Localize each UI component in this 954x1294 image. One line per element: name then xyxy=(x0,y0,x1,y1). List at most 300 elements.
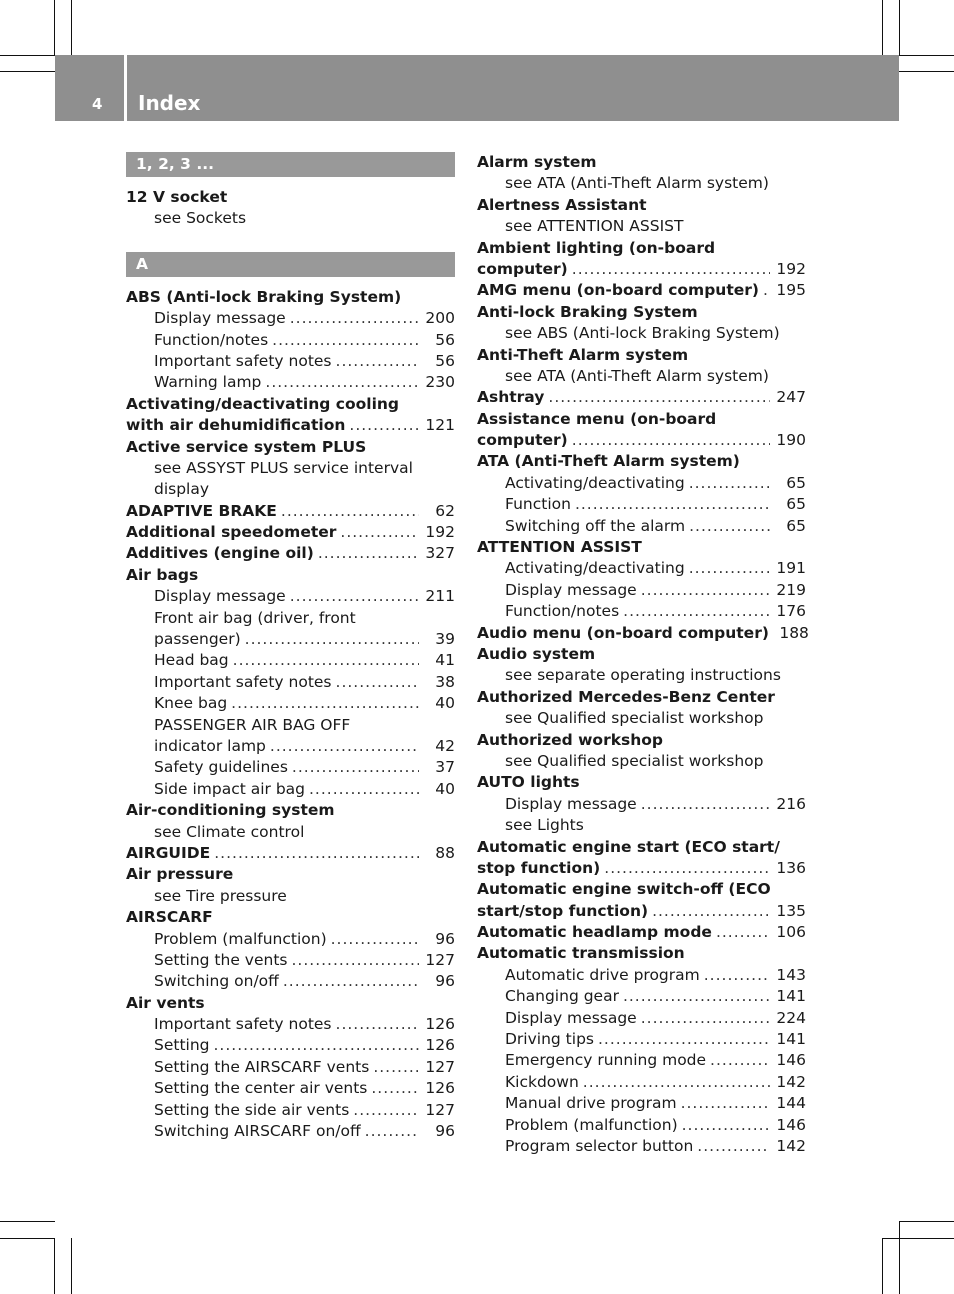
index-subentry xyxy=(477,1115,806,1136)
entry-text: see separate operating instructions xyxy=(505,666,781,685)
entry-text: Important safety notes xyxy=(154,672,332,691)
entry-text: see ATA (Anti-Theft Alarm system) xyxy=(505,366,769,385)
index-subentry xyxy=(477,751,806,772)
index-entry xyxy=(477,858,806,879)
dot-leader xyxy=(583,1072,770,1093)
index-entry xyxy=(126,565,455,586)
page-reference: 40 xyxy=(435,779,455,798)
entry-text: ABS (Anti-lock Braking System) xyxy=(126,287,402,306)
index-entry xyxy=(477,259,806,280)
entry-text: Setting the center air vents xyxy=(154,1079,368,1098)
index-subentry xyxy=(477,494,806,515)
entry-text: indicator lamp xyxy=(154,736,266,755)
page-reference: 65 xyxy=(786,473,806,492)
dot-leader xyxy=(331,929,419,950)
page-reference: 142 xyxy=(776,1136,806,1155)
page-reference: 56 xyxy=(435,351,455,370)
entry-text: Activating/deactivating xyxy=(505,473,685,492)
entry-text: Automatic headlamp mode xyxy=(477,923,712,942)
index-entry xyxy=(477,772,806,793)
entry-text: Front air bag (driver, front xyxy=(154,608,356,627)
dot-leader xyxy=(292,757,419,778)
dot-leader xyxy=(245,629,419,650)
index-entry xyxy=(477,879,806,900)
page-reference: 96 xyxy=(435,929,455,948)
entry-text: Problem (malfunction) xyxy=(505,1115,678,1134)
page-reference: 42 xyxy=(435,736,455,755)
page-reference: 141 xyxy=(776,987,806,1006)
dot-leader xyxy=(283,971,419,992)
index-subentry xyxy=(126,629,455,650)
entry-text: Display message xyxy=(505,580,637,599)
page-reference: 62 xyxy=(435,501,455,520)
entry-text: Manual drive program xyxy=(505,1094,677,1113)
entry-text: AIRGUIDE xyxy=(126,843,211,862)
page-reference: 141 xyxy=(776,1030,806,1049)
entry-text: see ATA (Anti-Theft Alarm system) xyxy=(505,174,769,193)
index-entry xyxy=(477,922,806,943)
crop-mark xyxy=(0,55,55,56)
page-reference: 126 xyxy=(425,1079,455,1098)
dot-leader xyxy=(704,965,770,986)
dot-leader xyxy=(604,858,770,879)
page-reference: 224 xyxy=(776,1008,806,1027)
dot-leader xyxy=(353,1100,419,1121)
dot-leader xyxy=(265,372,419,393)
dot-leader xyxy=(290,308,419,329)
dot-leader xyxy=(371,1078,419,1099)
index-subentry xyxy=(477,366,806,387)
index-subentry xyxy=(126,208,455,229)
page-reference: 200 xyxy=(425,309,455,328)
index-entry xyxy=(126,187,455,208)
entry-text: with air dehumidification xyxy=(126,416,346,435)
page-reference: 96 xyxy=(435,1122,455,1141)
entry-text: ATTENTION ASSIST xyxy=(477,538,642,557)
index-entry xyxy=(477,195,806,216)
dot-leader xyxy=(318,543,419,564)
entry-text: Anti-Theft Alarm system xyxy=(477,345,689,364)
entry-text: Setting the side air vents xyxy=(154,1100,350,1119)
entry-text: Activating/deactivating xyxy=(505,559,685,578)
page-reference: 143 xyxy=(776,965,806,984)
crop-mark xyxy=(882,0,883,55)
index-subentry xyxy=(477,665,806,686)
page-reference: 230 xyxy=(425,373,455,392)
dot-leader xyxy=(349,415,419,436)
dot-leader xyxy=(681,1093,770,1114)
entry-text: Function/notes xyxy=(154,330,269,349)
entry-text: Setting the AIRSCARF vents xyxy=(154,1057,370,1076)
index-subentry xyxy=(126,672,455,693)
page-reference: 39 xyxy=(435,630,455,649)
entry-text: Safety guidelines xyxy=(154,758,288,777)
page-reference: 127 xyxy=(425,1100,455,1119)
page-reference: 126 xyxy=(425,1036,455,1055)
dot-leader xyxy=(373,1057,419,1078)
index-subentry xyxy=(477,473,806,494)
entry-text: Air-conditioning system xyxy=(126,801,335,820)
page-reference: 88 xyxy=(435,843,455,862)
entry-text: Emergency running mode xyxy=(505,1051,707,1070)
dot-leader xyxy=(641,1008,770,1029)
entry-text: computer) xyxy=(477,431,568,450)
crop-mark xyxy=(0,1238,55,1239)
entry-text: see Qualified specialist workshop xyxy=(505,751,764,770)
crop-mark xyxy=(899,55,954,56)
page-reference: 121 xyxy=(425,416,455,435)
entry-text: Automatic engine switch-off (ECO xyxy=(477,880,771,899)
index-entry xyxy=(477,837,806,858)
index-subentry xyxy=(126,586,455,607)
index-subentry xyxy=(126,308,455,329)
entry-text: Display message xyxy=(505,1008,637,1027)
index-subentry xyxy=(477,216,806,237)
index-subentry xyxy=(477,1093,806,1114)
index-subentry xyxy=(477,965,806,986)
index-subentry xyxy=(126,929,455,950)
page-reference: 195 xyxy=(776,281,806,300)
crop-mark xyxy=(882,1238,883,1294)
index-entry xyxy=(477,537,806,558)
index-subentry xyxy=(126,1121,455,1142)
entry-text: see Climate control xyxy=(154,822,305,841)
page-reference: 126 xyxy=(425,1015,455,1034)
index-entry xyxy=(477,644,806,665)
index-entry xyxy=(126,843,455,864)
entry-text: 12 V socket xyxy=(126,188,228,206)
page-reference: 219 xyxy=(776,580,806,599)
entry-text: see ABS (Anti-lock Braking System) xyxy=(505,324,780,343)
index-section-header: A xyxy=(126,252,455,277)
page-reference: 146 xyxy=(776,1115,806,1134)
dot-leader xyxy=(290,586,419,607)
entry-text: Authorized Mercedes-Benz Center xyxy=(477,687,775,706)
entry-text: AUTO lights xyxy=(477,773,580,792)
dot-leader xyxy=(689,473,770,494)
index-subentry xyxy=(126,608,455,629)
index-subentry xyxy=(126,757,455,778)
index-entry xyxy=(477,152,806,173)
index-entry xyxy=(477,623,809,644)
index-entry xyxy=(477,387,806,408)
index-entry xyxy=(477,345,806,366)
dot-leader xyxy=(548,387,770,408)
entry-text: see ASSYST PLUS service interval xyxy=(154,458,413,477)
crop-mark xyxy=(0,1221,55,1222)
index-entry xyxy=(477,238,806,259)
index-subentry xyxy=(126,650,455,671)
entry-text: Display message xyxy=(154,309,286,328)
index-subentry xyxy=(126,822,455,843)
crop-mark xyxy=(882,1238,954,1239)
dot-leader xyxy=(214,843,419,864)
page-reference: 41 xyxy=(435,651,455,670)
index-subentry xyxy=(477,323,806,344)
page-reference: 144 xyxy=(776,1094,806,1113)
index-subentry xyxy=(126,330,455,351)
page-reference: 127 xyxy=(425,950,455,969)
index-column-left xyxy=(126,152,455,1142)
index-entry xyxy=(477,409,806,430)
dot-leader xyxy=(572,259,770,280)
crop-mark xyxy=(71,1238,72,1294)
index-section-header: 1, 2, 3 ... xyxy=(126,152,455,177)
dot-leader xyxy=(623,986,770,1007)
dot-leader xyxy=(689,516,770,537)
page-reference: 247 xyxy=(776,388,806,407)
entry-text: Program selector button xyxy=(505,1136,694,1155)
page-reference: 191 xyxy=(776,559,806,578)
entry-text: Setting the vents xyxy=(154,950,288,969)
index-entry xyxy=(126,543,455,564)
entry-text: PASSENGER AIR BAG OFF xyxy=(154,715,351,734)
entry-text: Air vents xyxy=(126,993,205,1012)
dot-leader xyxy=(214,1035,420,1056)
dot-leader xyxy=(309,779,419,800)
index-subentry xyxy=(477,794,806,815)
entry-text: Active service system PLUS xyxy=(126,437,367,456)
index-entry xyxy=(126,522,455,543)
entry-text: display xyxy=(154,480,210,499)
page-reference: 96 xyxy=(435,972,455,991)
dot-leader xyxy=(710,1050,770,1071)
index-entry xyxy=(126,394,455,415)
index-subentry xyxy=(477,173,806,194)
dot-leader xyxy=(336,672,419,693)
entry-text: see Lights xyxy=(505,816,584,835)
entry-text: Display message xyxy=(154,587,286,606)
crop-mark xyxy=(899,71,954,72)
page-reference: 216 xyxy=(776,794,806,813)
index-entry xyxy=(126,993,455,1014)
entry-text: Important safety notes xyxy=(154,1015,332,1034)
entry-text: Automatic drive program xyxy=(505,965,700,984)
index-subentry xyxy=(126,372,455,393)
entry-text: Air pressure xyxy=(126,865,234,884)
index-entry xyxy=(477,430,806,451)
index-entry xyxy=(477,451,806,472)
crop-mark xyxy=(54,0,55,55)
page-title: Index xyxy=(138,91,201,115)
entry-text: Changing gear xyxy=(505,987,619,1006)
index-subentry xyxy=(126,886,455,907)
entry-text: Authorized workshop xyxy=(477,730,664,749)
entry-text: ATA (Anti-Theft Alarm system) xyxy=(477,452,740,471)
dot-leader xyxy=(652,901,770,922)
entry-text: see ATTENTION ASSIST xyxy=(505,217,684,236)
index-subentry xyxy=(126,1014,455,1035)
entry-text: Function xyxy=(505,495,571,514)
entry-text: see Tire pressure xyxy=(154,886,287,905)
index-entry xyxy=(126,907,455,928)
entry-text: Additional speedometer xyxy=(126,523,337,542)
entry-text: Problem (malfunction) xyxy=(154,929,327,948)
dot-leader xyxy=(272,330,419,351)
entry-text: AIRSCARF xyxy=(126,908,213,927)
entry-text: Audio menu (on-board computer) xyxy=(477,623,769,642)
page-reference: 192 xyxy=(425,523,455,542)
dot-leader xyxy=(575,494,770,515)
index-entry xyxy=(477,302,806,323)
index-column-right xyxy=(477,152,809,1157)
entry-text: Alertness Assistant xyxy=(477,195,647,214)
entry-text: Switching off the alarm xyxy=(505,516,686,535)
crop-mark xyxy=(71,0,72,55)
index-entry xyxy=(477,730,806,751)
index-subentry xyxy=(477,1072,806,1093)
index-subentry xyxy=(126,1078,455,1099)
entry-text: Automatic transmission xyxy=(477,944,685,963)
page-reference: 106 xyxy=(776,923,806,942)
entry-text: Activating/deactivating cooling xyxy=(126,394,400,413)
dot-leader xyxy=(641,580,770,601)
index-subentry xyxy=(477,708,806,729)
page-reference: 211 xyxy=(425,587,455,606)
index-entry xyxy=(126,437,455,458)
page-reference: 146 xyxy=(776,1051,806,1070)
page-reference: 188 xyxy=(779,623,809,642)
index-entry xyxy=(126,800,455,821)
index-subentry xyxy=(126,1100,455,1121)
index-subentry xyxy=(477,558,806,579)
entry-text: Switching AIRSCARF on/off xyxy=(154,1122,361,1141)
entry-text: Side impact air bag xyxy=(154,779,305,798)
dot-leader xyxy=(689,558,770,579)
page-reference: 142 xyxy=(776,1072,806,1091)
dot-leader xyxy=(716,922,770,943)
page-reference: 40 xyxy=(435,694,455,713)
entry-text: Ashtray xyxy=(477,388,545,407)
index-subentry xyxy=(126,693,455,714)
index-subentry xyxy=(126,1035,455,1056)
crop-mark xyxy=(54,1238,55,1294)
index-entry xyxy=(126,501,455,522)
entry-text: Air bags xyxy=(126,565,199,584)
entry-text: see Qualified specialist workshop xyxy=(505,709,764,728)
entry-text: computer) xyxy=(477,259,568,278)
entry-text: Knee bag xyxy=(154,694,228,713)
index-entry xyxy=(126,415,455,436)
dot-leader xyxy=(697,1136,770,1157)
entry-text: Audio system xyxy=(477,644,596,663)
entry-text: Head bag xyxy=(154,651,229,670)
index-entry xyxy=(126,287,455,308)
page-reference: 135 xyxy=(776,901,806,920)
dot-leader xyxy=(291,950,419,971)
entry-text: Switching on/off xyxy=(154,972,279,991)
dot-leader xyxy=(233,650,419,671)
header-divider xyxy=(124,55,127,121)
index-subentry xyxy=(126,1057,455,1078)
index-subentry xyxy=(477,1050,806,1071)
entry-text: Driving tips xyxy=(505,1030,594,1049)
page-reference: 56 xyxy=(435,330,455,349)
entry-text: Setting xyxy=(154,1036,210,1055)
dot-leader xyxy=(641,794,770,815)
index-subentry xyxy=(477,1136,806,1157)
index-subentry xyxy=(477,815,806,836)
page-reference: 127 xyxy=(425,1057,455,1076)
index-entry xyxy=(477,943,806,964)
dot-leader xyxy=(572,430,770,451)
page-reference: 65 xyxy=(786,516,806,535)
entry-text: ADAPTIVE BRAKE xyxy=(126,501,277,520)
crop-mark xyxy=(899,1221,954,1222)
index-subentry xyxy=(477,516,806,537)
index-subentry xyxy=(477,986,806,1007)
index-subentry xyxy=(126,458,455,479)
dot-leader xyxy=(365,1121,419,1142)
page-reference: 192 xyxy=(776,259,806,278)
index-subentry xyxy=(477,580,806,601)
entry-text: Automatic engine start (ECO start/ xyxy=(477,837,780,856)
index-subentry xyxy=(126,479,455,500)
page-reference: 136 xyxy=(776,858,806,877)
index-subentry xyxy=(477,1029,806,1050)
page-reference: 327 xyxy=(425,544,455,563)
dot-leader xyxy=(682,1115,770,1136)
section-spacer xyxy=(126,230,455,252)
entry-text: Ambient lighting (on-board xyxy=(477,238,716,257)
entry-text: Warning lamp xyxy=(154,373,262,392)
entry-text: passenger) xyxy=(154,630,241,649)
index-entry xyxy=(477,280,806,301)
entry-text: Function/notes xyxy=(505,602,620,621)
crop-mark xyxy=(899,0,900,55)
dot-leader xyxy=(598,1029,770,1050)
page-reference: 37 xyxy=(435,758,455,777)
crop-mark xyxy=(899,1221,900,1294)
dot-leader xyxy=(763,280,770,301)
entry-text: AMG menu (on-board computer) xyxy=(477,281,759,300)
entry-text: see Sockets xyxy=(154,209,247,228)
index-subentry xyxy=(126,971,455,992)
index-subentry xyxy=(477,1008,806,1029)
entry-text: Alarm system xyxy=(477,153,597,171)
index-subentry xyxy=(126,715,455,736)
dot-leader xyxy=(623,601,770,622)
index-entry xyxy=(477,901,806,922)
entry-text: Important safety notes xyxy=(154,351,332,370)
dot-leader xyxy=(336,1014,419,1035)
index-subentry xyxy=(477,601,806,622)
index-subentry xyxy=(126,779,455,800)
entry-text: Assistance menu (on-board xyxy=(477,409,717,428)
dot-leader xyxy=(281,501,419,522)
page-reference: 65 xyxy=(786,495,806,514)
dot-leader xyxy=(270,736,419,757)
dot-leader xyxy=(340,522,419,543)
index-subentry xyxy=(126,736,455,757)
entry-text: start/stop function) xyxy=(477,901,649,920)
page-reference: 190 xyxy=(776,431,806,450)
page-reference: 176 xyxy=(776,602,806,621)
entry-text: Display message xyxy=(505,794,637,813)
entry-text: Additives (engine oil) xyxy=(126,544,314,563)
index-entry xyxy=(126,864,455,885)
dot-leader xyxy=(336,351,419,372)
index-subentry xyxy=(126,351,455,372)
entry-text: Anti-lock Braking System xyxy=(477,302,698,321)
crop-mark xyxy=(0,71,55,72)
dot-leader xyxy=(231,693,419,714)
page-number: 4 xyxy=(92,95,103,113)
entry-text: Kickdown xyxy=(505,1072,579,1091)
page-reference: 38 xyxy=(435,672,455,691)
entry-text: stop function) xyxy=(477,858,601,877)
index-entry xyxy=(477,687,806,708)
